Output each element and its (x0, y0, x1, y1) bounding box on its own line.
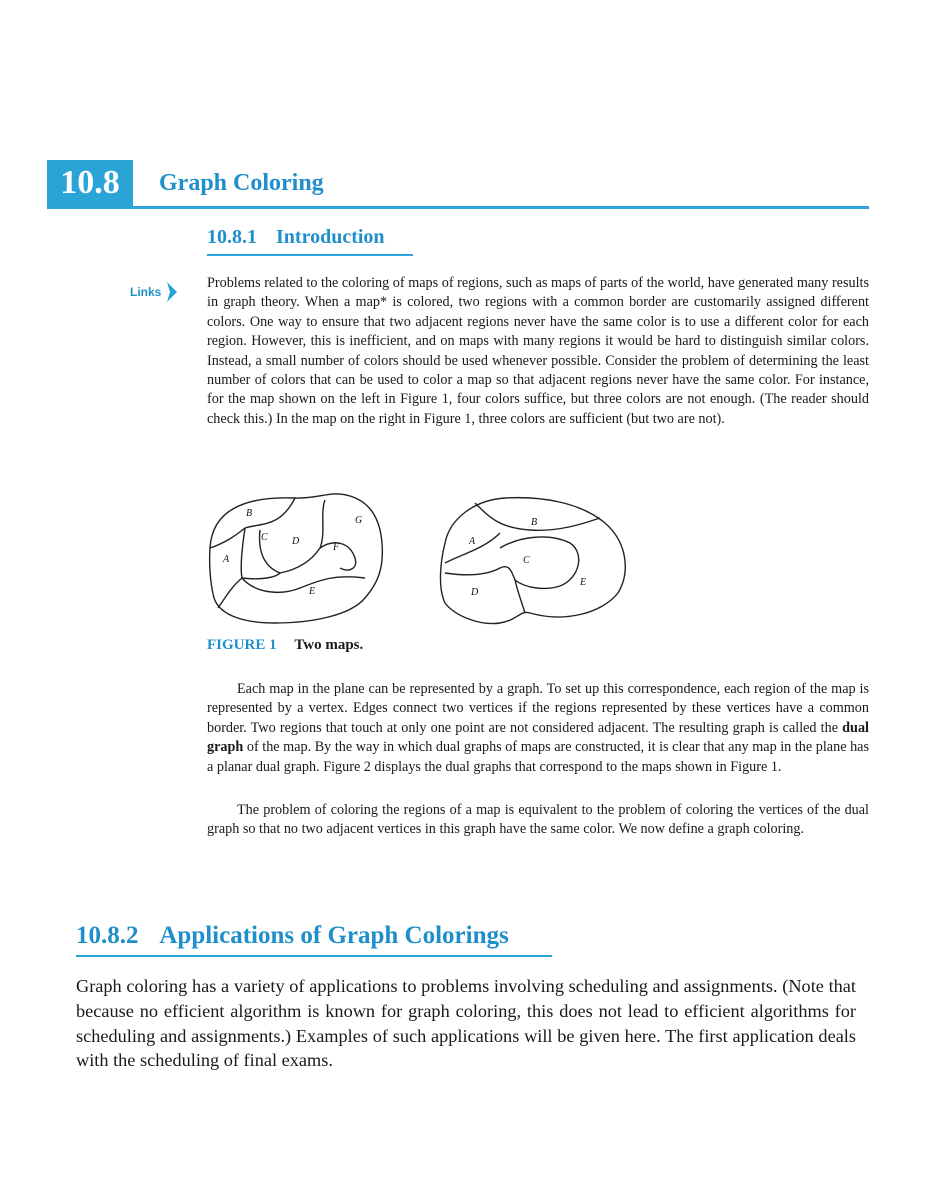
section-number: 10.8 (47, 160, 133, 206)
map2-label-e: E (580, 577, 587, 588)
map1-label-a: A (223, 554, 230, 565)
subsection-number: 10.8.1 (207, 226, 257, 248)
links-label: Links (130, 285, 162, 299)
map-left (210, 494, 383, 623)
coloring-definition-paragraph: The problem of coloring the regions of a map is equivalent to the problem of coloring the vertices of the dual graph so that no two adjacent vertices in this graph have the same color. We now define a graph coloring. (207, 802, 869, 838)
dual-graph-term: dual graph (207, 719, 869, 756)
map1-label-b: B (246, 508, 253, 519)
map1-label-g: G (355, 515, 363, 526)
map2-label-d: D (471, 587, 479, 598)
applications-paragraph: Graph coloring has a variety of applications to problems involving scheduling and assignments. (Note that because no efficient algorithm is known for graph coloring, this does not lead to efficient algorithms for scheduling and assignments.) Examples of such applications will be given here. The first application deals with the scheduling of final exams. (76, 976, 856, 1071)
links-marker[interactable] (130, 280, 179, 304)
figure-two-maps (200, 488, 660, 633)
subsection-heading-introduction (207, 226, 385, 249)
subsection-underline (207, 254, 413, 256)
section-title: Graph Coloring (159, 170, 324, 196)
subsection2-title: Applications of Graph Colorings (159, 922, 509, 949)
dual-graph-text-after: of the map. By the way in which dual graphs of maps are constructed, it is clear that any map in the plane has a planar dual graph. Figure 2 displays the dual graphs that correspond to the maps shown in Figure 1. (207, 739, 869, 775)
figure-caption-number: FIGURE 1 (207, 637, 277, 653)
map1-label-c: C (261, 532, 268, 543)
figure-caption (207, 637, 363, 654)
section-header (47, 160, 869, 210)
dual-graph-text-before: Each map in the plane can be represented by a graph. To set up this correspondence, each region of the map is represented by a vertex. Edges connect two vertices if the regions represented by these vertices have a common border. Two regions that touch at only one point are not considered adjacent. The resulting graph is called the (207, 681, 869, 736)
subsection2-underline (76, 955, 552, 957)
subsection-heading-applications (76, 922, 509, 950)
subsection-title: Introduction (276, 226, 385, 248)
map1-label-e: E (309, 586, 316, 597)
map1-label-d: D (292, 536, 300, 547)
map2-label-a: A (469, 536, 476, 547)
subsection2-number: 10.8.2 (76, 922, 139, 949)
intro-paragraph: Problems related to the coloring of maps of regions, such as maps of parts of the world, have generated many results in graph theory. When a map* is colored, two regions with a common border are customarily assigned different colors. One way to ensure that two adjacent regions never have the same color is to use a different color for each region. However, this is inefficient, and on maps with many regions it would be hard to distinguish similar colors. Instead, a small number of colors should be used whenever possible. Consider the problem of determining the least number of colors that can be used to color a map so that adjacent regions never have the same color. For instance, for the map shown on the left in Figure 1, four colors suffice, but three colors are not enough. (The reader should check this.) In the map on the right in Figure 1, three colors are sufficient (but two are not). (207, 275, 869, 427)
chevron-right-icon (165, 280, 179, 304)
figure-caption-text: Two maps. (294, 637, 364, 653)
map1-label-f: F (333, 542, 340, 553)
section-divider (47, 206, 869, 209)
map2-label-c: C (523, 555, 530, 566)
dual-graph-paragraph (207, 680, 869, 777)
map2-label-b: B (531, 517, 538, 528)
